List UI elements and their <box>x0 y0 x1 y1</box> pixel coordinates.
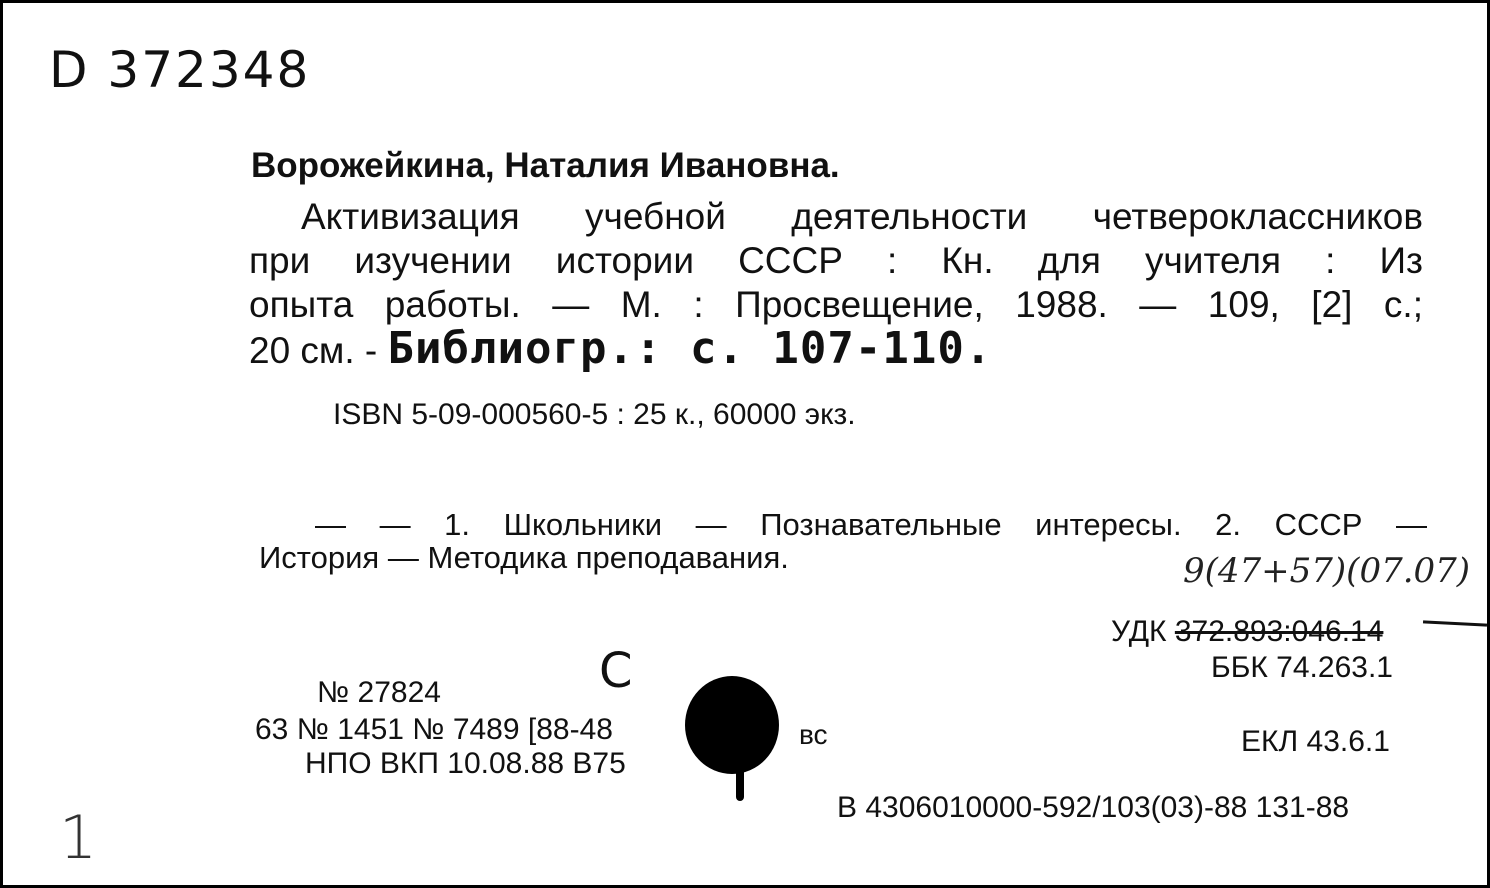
call-number: D 372348 <box>49 41 311 99</box>
pen-stroke <box>1423 620 1487 626</box>
publisher-index: В 4306010000-592/103(03)-88 131-88 <box>837 791 1350 824</box>
pencil-mark: 1 <box>59 803 98 873</box>
bibliography-note: Библиогр.: с. 107-110. <box>387 323 993 374</box>
ink-blot <box>685 676 779 774</box>
isbn-line: ISBN 5-09-000560-5 : 25 к., 60000 экз. <box>333 398 856 431</box>
bbk-code: ББК 74.263.1 <box>1211 651 1393 684</box>
order-line: 63 № 1451 № 7489 [88-48 <box>255 713 613 746</box>
subject-line-2: История — Методика преподавания. <box>259 540 789 575</box>
order-suffix: вс <box>799 719 828 750</box>
printer-line: НПО ВКП 10.08.88 В75 <box>305 747 626 780</box>
bibliographic-description <box>249 195 1423 373</box>
ink-drip <box>736 753 744 801</box>
description-line-1: Активизация учебной деятельности четвероклассников <box>301 196 1423 237</box>
udk-line <box>1111 615 1383 649</box>
description-line-2: при изучении истории СССР : Кн. для учителя : Из <box>249 240 1423 281</box>
udk-number: 372.893:046.14 <box>1174 615 1384 648</box>
subject-line-1: — — 1. Школьники — Познавательные интересы. 2. СССР — <box>315 507 1427 542</box>
c-mark: С <box>599 643 633 699</box>
description-size: 20 см. - <box>249 330 388 371</box>
description-line-4 <box>249 323 1423 374</box>
handwritten-classification: 9(47+57)(07.07) <box>1183 551 1471 591</box>
author-name: Ворожейкина, Наталия Ивановна. <box>251 146 840 185</box>
ekl-code: ЕКЛ 43.6.1 <box>1241 725 1390 758</box>
card-number: № 27824 <box>317 676 441 709</box>
description-line-3: опыта работы. — М. : Просвещение, 1988. — 109, [2] с.; <box>249 284 1423 325</box>
udk-label: УДК <box>1111 615 1167 648</box>
